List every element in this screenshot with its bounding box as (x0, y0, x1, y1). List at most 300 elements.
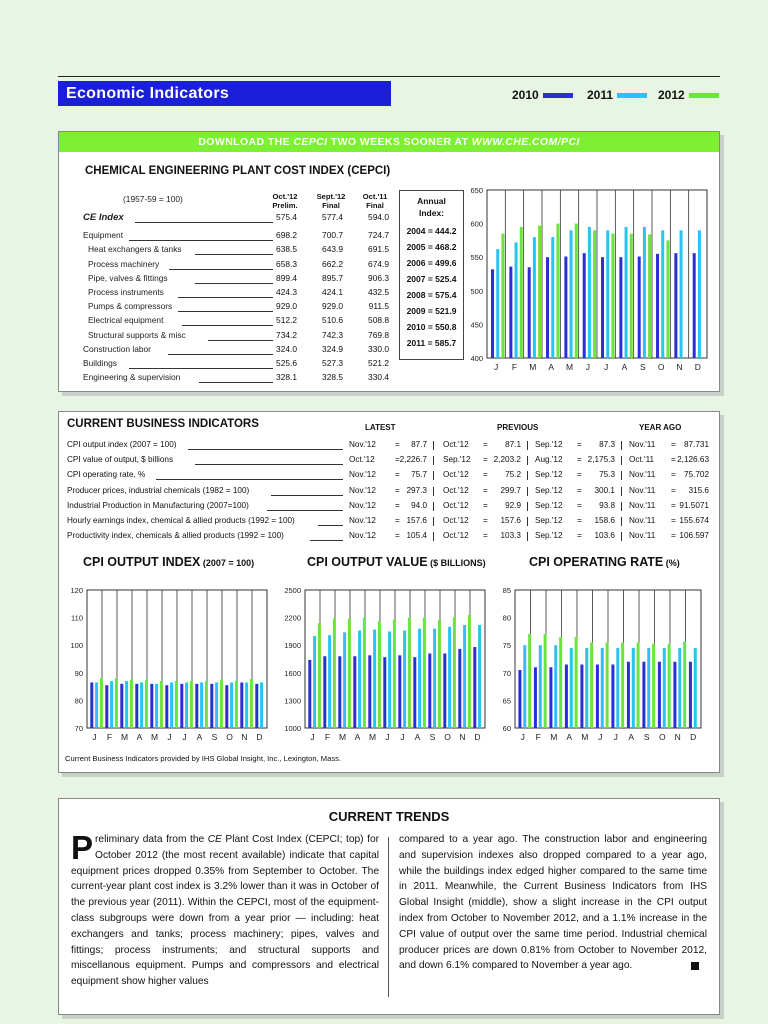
bar-2011 (230, 682, 233, 728)
bar-2012 (621, 642, 624, 728)
bar-2011 (433, 629, 436, 728)
bar-2012 (611, 234, 614, 358)
bar-2010 (642, 662, 645, 728)
y-tick-label: 2200 (284, 613, 301, 623)
leader-line (195, 464, 343, 465)
business-period: Nov.'12 (349, 516, 376, 525)
legend-2010 (512, 88, 573, 102)
legend-swatch (689, 93, 719, 98)
bar-2010 (150, 684, 153, 728)
bar-2010 (120, 684, 123, 728)
trends-text-em: CE (207, 834, 222, 845)
bar-2011 (110, 681, 113, 728)
cepci-value: 575.4 (276, 212, 297, 222)
bar-2010 (353, 656, 356, 728)
cepci-value: 424.3 (276, 287, 297, 297)
annual-index-item: 2005 = 468.2 (406, 242, 457, 252)
bar-2012 (348, 619, 351, 728)
legend-label: 2010 (512, 88, 539, 102)
page-title: Economic Indicators (58, 81, 391, 106)
bar-2010 (528, 267, 531, 358)
business-period: Nov.'11 (629, 531, 656, 541)
bar-2012 (468, 615, 471, 728)
business-value: 87.1 (505, 440, 521, 449)
drop-cap: P (71, 829, 94, 866)
equals-sign: = (671, 516, 676, 525)
y-tick-label: 500 (470, 286, 483, 296)
bar-2010 (383, 657, 386, 728)
business-value: 94.0 (411, 500, 427, 510)
bar-2012 (423, 618, 426, 728)
y-tick-label: 65 (502, 696, 511, 706)
business-value: 75.2 (505, 470, 521, 480)
bar-2011 (661, 230, 664, 358)
bar-2010 (428, 653, 431, 728)
equals-sign: = (395, 500, 400, 510)
bar-2011 (663, 648, 666, 728)
bar-2010 (195, 684, 198, 728)
bar-2010 (473, 647, 476, 728)
bar-2012 (145, 680, 148, 728)
business-value: 315.6 (688, 485, 709, 495)
bar-2011 (643, 227, 646, 358)
x-tick-label: J (92, 732, 97, 742)
bar-2011 (570, 230, 573, 358)
equals-sign: = (395, 470, 400, 480)
business-value: 158.6 (594, 516, 615, 525)
business-value: 92.9 (505, 500, 521, 510)
bar-2012 (220, 680, 223, 728)
bar-2010 (583, 253, 586, 358)
bar-2010 (240, 682, 243, 728)
leader-line (310, 540, 343, 541)
bar-2011 (448, 627, 451, 728)
bar-2012 (130, 680, 133, 728)
equals-sign: = (577, 455, 582, 465)
x-tick-label: M (120, 732, 129, 742)
y-tick-label: 110 (71, 613, 83, 623)
annual-index-item: 2008 = 575.4 (406, 290, 457, 300)
bar-2011 (185, 682, 188, 728)
leader-line (271, 495, 344, 496)
bar-2011 (418, 629, 421, 728)
annual-index-item: 2010 = 550.8 (406, 322, 457, 332)
cepci-title: CHEMICAL ENGINEERING PLANT COST INDEX (CEPCI) (85, 165, 391, 177)
business-value: 93.8 (599, 500, 615, 510)
bar-2010 (611, 665, 614, 728)
y-tick-label: 85 (502, 586, 511, 595)
cepci-value: 698.2 (276, 230, 297, 241)
bar-2012 (683, 641, 686, 728)
business-period: Oct.'12 (443, 500, 469, 510)
header-rule (58, 76, 720, 77)
bar-2011 (215, 682, 218, 728)
business-period: Oct.'12 (443, 440, 469, 449)
bar-2010 (458, 649, 461, 728)
bar-2012 (575, 224, 578, 358)
x-tick-label: F (324, 732, 331, 742)
bar-2010 (180, 684, 183, 728)
business-value: 157.6 (500, 516, 521, 525)
annual-index-item: 2011 = 585.7 (406, 338, 457, 348)
y-tick-label: 70 (502, 668, 511, 678)
bar-2010 (255, 684, 258, 728)
bar-2012 (648, 234, 651, 358)
y-tick-label: 1000 (284, 724, 301, 733)
x-tick-label: J (494, 362, 499, 372)
business-value: 75.3 (599, 470, 615, 480)
chart-title-output-value: CPI OUTPUT VALUE ($ BILLIONS) (307, 555, 486, 569)
legend-2012 (658, 88, 719, 102)
legend-label: 2011 (587, 88, 614, 102)
cepci-value: 510.6 (322, 315, 343, 326)
x-tick-label: M (368, 732, 377, 742)
x-tick-label: O (657, 362, 665, 372)
business-period: Oct.'12 (443, 516, 469, 525)
bar-2010 (674, 253, 677, 358)
business-row-label: CPI operating rate, % (67, 470, 146, 480)
equals-sign: = (577, 470, 582, 480)
equals-sign: = (395, 440, 400, 449)
x-tick-label: J (385, 732, 390, 742)
bar-2011 (551, 237, 554, 358)
bar-2011 (403, 630, 406, 728)
cepci-value: 906.3 (368, 272, 389, 283)
bar-2010 (601, 257, 604, 358)
col-title-latest: LATEST (365, 423, 396, 432)
bar-2010 (689, 662, 692, 728)
cepci-row-label: Process instruments (88, 287, 164, 297)
bar-2010 (658, 662, 661, 728)
legend-label: 2012 (658, 88, 685, 102)
bar-2012 (333, 619, 336, 728)
equals-sign: = (671, 500, 676, 510)
cepci-row-label: Structural supports & misc (88, 329, 186, 340)
column-separator (433, 502, 434, 511)
cepci-row-label: Pipe, valves & fittings (88, 272, 168, 283)
business-period: Nov.'11 (629, 516, 656, 525)
bar-2010 (518, 670, 521, 728)
x-tick-label: O (444, 732, 451, 742)
column-separator (433, 487, 434, 496)
business-period: Nov.'12 (349, 500, 376, 510)
cepci-value: 899.4 (276, 272, 297, 283)
bar-2012 (453, 617, 456, 728)
business-value: 87.731 (683, 440, 709, 449)
bar-2010 (509, 267, 512, 358)
x-tick-label: M (581, 732, 589, 742)
equals-sign: = (483, 516, 488, 525)
equals-sign: = (577, 440, 582, 449)
cepci-value: 911.5 (368, 301, 389, 312)
download-banner[interactable] (59, 132, 719, 152)
cepci-value: 508.8 (368, 315, 389, 326)
bar-2011 (585, 648, 588, 728)
cepci-value: 424.1 (322, 287, 343, 297)
bar-2010 (546, 257, 549, 358)
cepci-value: 724.7 (368, 230, 389, 241)
bar-2011 (373, 630, 376, 728)
cepci-value: 674.9 (368, 258, 389, 269)
equals-sign: = (671, 470, 676, 480)
cepci-row-label: Electrical equipment (88, 315, 164, 326)
business-value: 2,226.7 (399, 455, 427, 465)
cepci-row-label: Process machinery (88, 258, 160, 269)
cepci-value: 527.3 (322, 358, 343, 368)
column-separator (527, 487, 528, 496)
column-separator (621, 517, 622, 526)
bar-2011 (570, 648, 573, 728)
bar-2010 (323, 656, 326, 728)
x-tick-label: N (459, 732, 466, 742)
bar-2011 (647, 648, 650, 728)
cepci-row-label: Heat exchangers & tanks (88, 244, 182, 255)
col-title-year-ago: YEAR AGO (639, 423, 682, 432)
business-period: Oct.'11 (629, 455, 655, 465)
bar-2011 (95, 682, 98, 728)
business-value: 103.3 (500, 531, 521, 541)
x-tick-label: J (182, 732, 187, 742)
business-period: Oct.'12 (443, 531, 469, 541)
business-period: Aug.'12 (535, 455, 563, 465)
bar-2012 (501, 234, 504, 358)
bar-2010 (368, 655, 371, 728)
equals-sign: = (395, 531, 400, 541)
y-tick-label: 600 (470, 219, 483, 229)
x-tick-label: M (565, 362, 574, 372)
business-period: Nov.'12 (349, 485, 376, 495)
y-tick-label: 80 (502, 613, 511, 623)
cepci-value: 432.5 (368, 287, 389, 297)
x-tick-label: N (241, 732, 248, 742)
equals-sign: = (483, 455, 488, 465)
bar-2012 (556, 224, 559, 358)
bar-2010 (398, 655, 401, 728)
business-value: 103.6 (594, 531, 615, 541)
leader-line (188, 449, 343, 450)
bar-2012 (559, 637, 562, 728)
cpi-operating-rate-chart (487, 580, 709, 750)
bar-2012 (544, 634, 547, 728)
cepci-value: 643.9 (322, 244, 343, 255)
bar-2011 (388, 631, 391, 728)
bar-2012 (630, 234, 633, 358)
leader-line (169, 269, 273, 270)
y-tick-label: 450 (470, 320, 483, 330)
bar-2011 (496, 249, 499, 358)
cepci-row-label: Pumps & compressors (88, 301, 173, 312)
x-tick-label: S (643, 732, 650, 742)
cepci-value: 577.4 (322, 212, 343, 222)
cepci-value: 895.7 (322, 272, 343, 283)
bar-2011 (343, 632, 346, 728)
y-tick-label: 650 (470, 186, 483, 195)
trends-text: reliminary data from the (95, 834, 208, 845)
x-tick-label: A (414, 732, 421, 742)
bar-2011 (606, 230, 609, 358)
business-row-label: Producer prices, industrial chemicals (1982 = 100) (67, 485, 250, 495)
x-tick-label: M (550, 732, 558, 742)
bar-2011 (515, 242, 518, 358)
bar-2012 (590, 642, 593, 728)
cepci-row-label: Buildings (83, 358, 117, 368)
banner-text: DOWNLOAD THE (198, 136, 294, 148)
cepci-value: 662.2 (322, 258, 343, 269)
x-tick-label: J (400, 732, 405, 742)
bar-2012 (250, 679, 253, 728)
y-tick-label: 60 (502, 724, 511, 733)
bar-2012 (378, 621, 381, 728)
bar-2010 (338, 656, 341, 728)
business-period: Sep.'12 (535, 485, 563, 495)
bar-2011 (694, 648, 697, 728)
cepci-value: 929.0 (322, 301, 343, 312)
column-separator (433, 441, 434, 450)
column-separator (527, 502, 528, 511)
bar-2012 (115, 678, 118, 728)
leader-line (168, 354, 273, 355)
business-period: Nov.'11 (629, 485, 656, 495)
annual-index-box (399, 190, 464, 360)
x-tick-label: F (511, 362, 518, 372)
cepci-row-label: Construction labor (83, 343, 151, 354)
x-tick-label: A (621, 362, 628, 372)
leader-line (208, 340, 273, 341)
bar-2010 (534, 667, 537, 728)
bar-2011 (698, 230, 701, 358)
business-value: 75.7 (411, 470, 427, 480)
equals-sign: = (577, 500, 582, 510)
x-tick-label: O (226, 732, 233, 742)
cepci-value: 512.2 (276, 315, 297, 326)
cepci-value: 734.2 (276, 329, 297, 340)
annual-index-item: 2006 = 499.6 (406, 258, 457, 268)
business-value: 87.7 (411, 440, 427, 449)
trends-title: CURRENT TRENDS (328, 809, 450, 824)
x-tick-label: M (150, 732, 159, 742)
business-value: 157.6 (406, 516, 427, 525)
business-row-label: CPI output index (2007 = 100) (67, 440, 177, 449)
equals-sign: = (395, 455, 400, 465)
y-tick-label: 1300 (284, 696, 301, 706)
business-value: 2,203.2 (493, 455, 521, 465)
column-separator (433, 456, 434, 465)
equals-sign: = (395, 485, 400, 495)
leader-line (182, 325, 273, 326)
x-tick-label: J (520, 732, 525, 742)
current-trends-panel (58, 798, 720, 1015)
y-tick-label: 550 (470, 253, 483, 263)
x-tick-label: D (474, 732, 481, 742)
bar-2010 (105, 685, 108, 728)
bar-2011 (313, 636, 316, 728)
business-period: Oct.'12 (349, 455, 375, 465)
bar-2011 (170, 682, 173, 728)
bar-2010 (638, 257, 641, 358)
business-value: 155.674 (679, 516, 709, 525)
annual-index-list (400, 223, 463, 351)
leader-line (135, 222, 273, 223)
leader-line (129, 368, 273, 369)
business-period: Nov.'12 (349, 531, 376, 541)
equals-sign: = (577, 516, 582, 525)
bar-2010 (165, 685, 168, 728)
business-value: 299.7 (500, 485, 521, 495)
y-tick-label: 120 (70, 586, 83, 595)
cepci-value: 638.5 (276, 244, 297, 255)
cpi-output-value-chart (271, 580, 491, 750)
business-period: Sep.'12 (535, 440, 563, 449)
bar-2010 (627, 662, 630, 728)
bar-2012 (393, 619, 396, 728)
business-period: Sep.'12 (443, 455, 471, 465)
business-source-note: Current Business Indicators provided by IHS Global Insight, Inc., Lexington, Mass. (65, 754, 342, 763)
chart-title-output-index: CPI OUTPUT INDEX (2007 = 100) (83, 555, 255, 569)
equals-sign: = (671, 455, 676, 465)
leader-line (195, 254, 273, 255)
business-row-label: CPI value of output, $ billions (67, 455, 174, 465)
bar-2011 (200, 682, 203, 728)
equals-sign: = (483, 531, 488, 541)
business-value: 105.4 (406, 531, 427, 541)
bar-2011 (588, 227, 591, 358)
column-separator (527, 517, 528, 526)
legend-swatch (617, 93, 647, 98)
y-tick-label: 1600 (284, 668, 301, 678)
column-separator (621, 532, 622, 541)
y-tick-label: 100 (70, 641, 83, 651)
business-row-label: Hourly earnings index, chemical & allied products (1992 = 100) (67, 516, 295, 525)
trends-column-2 (399, 832, 707, 974)
y-tick-label: 70 (74, 724, 83, 733)
y-tick-label: 75 (502, 641, 511, 651)
cepci-value: 594.0 (368, 212, 389, 222)
chart-title-operating-rate: CPI OPERATING RATE (%) (529, 555, 680, 569)
equals-sign: = (483, 440, 488, 449)
business-value: 75.702 (683, 470, 709, 480)
bar-2010 (656, 254, 659, 358)
bar-2010 (693, 253, 696, 358)
bar-2012 (606, 642, 609, 728)
business-period: Oct.'12 (443, 485, 469, 495)
x-tick-label: S (639, 362, 646, 372)
cepci-base: (1957-59 = 100) (123, 194, 183, 204)
x-tick-label: S (211, 732, 218, 742)
business-row-label: Industrial Production in Manufacturing (2007=100) (67, 500, 249, 510)
cepci-value: 769.8 (368, 329, 389, 340)
annual-index-item: 2004 = 444.2 (406, 226, 457, 236)
banner-url-link[interactable]: WWW.CHE.COM/PCI (471, 136, 580, 148)
y-tick-label: 90 (74, 668, 83, 678)
bar-2010 (673, 662, 676, 728)
leader-line (129, 240, 273, 241)
cepci-value: 328.1 (276, 372, 297, 383)
bar-2010 (565, 665, 568, 728)
bar-2011 (260, 682, 263, 728)
bar-2012 (520, 227, 523, 358)
x-tick-label: J (585, 362, 590, 372)
leader-line (178, 297, 273, 298)
cepci-value: 324.0 (276, 343, 297, 354)
x-tick-label: J (310, 732, 315, 742)
cepci-bar-chart (463, 186, 713, 376)
banner-cepci: CEPCI (293, 136, 328, 148)
bar-2011 (616, 648, 619, 728)
leader-line (267, 510, 343, 511)
bar-2012 (175, 681, 178, 728)
bar-2011 (678, 648, 681, 728)
legend-swatch (543, 93, 573, 98)
